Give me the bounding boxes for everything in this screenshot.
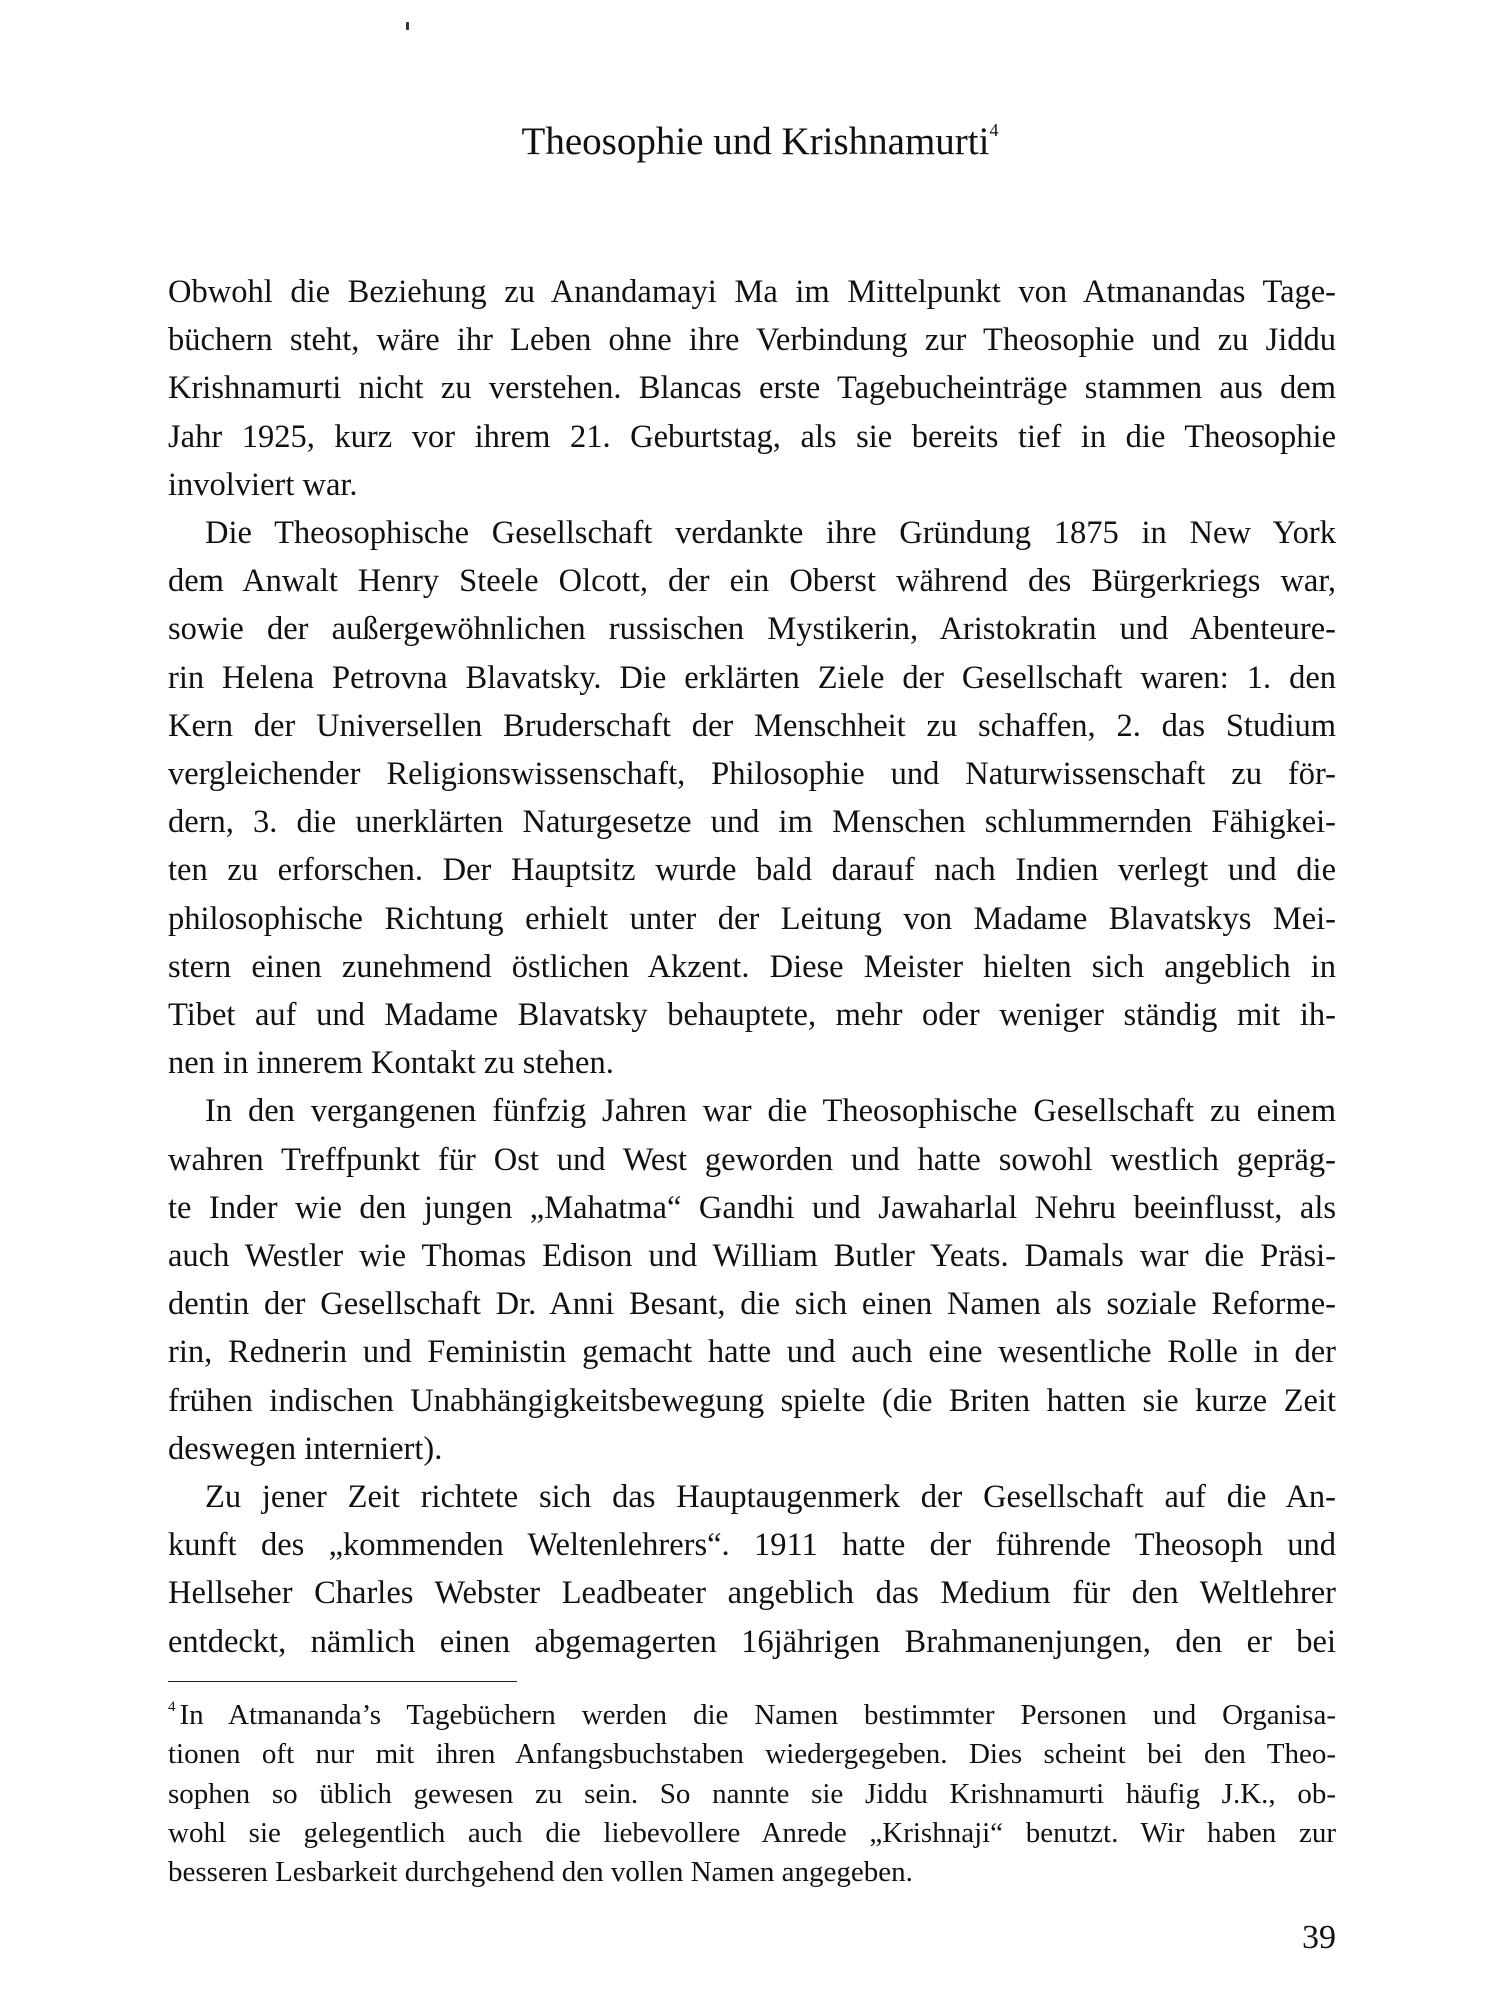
text-line: sowie der außergewöhnlichen russischen Mystikerin, Aristokratin und Abenteure- bbox=[168, 611, 1336, 648]
text-line: philosophische Richtung erhielt unter der Leitung von Madame Blavatskys Mei- bbox=[168, 900, 1336, 937]
paragraph-1 bbox=[168, 268, 1336, 509]
text-line: stern einen zunehmend östlichen Akzent. Diese Meister hielten sich angeblich in bbox=[168, 948, 1336, 985]
text-line: Zu jener Zeit richtete sich das Hauptaugenmerk der Gesellschaft auf die An- bbox=[205, 1479, 1336, 1516]
footnote-marker: 4 bbox=[168, 1699, 176, 1715]
footnote-line bbox=[168, 1696, 1336, 1735]
text-line: kunft des „kommenden Weltenlehrers“. 1911 hatte der führende Theosoph und bbox=[168, 1527, 1336, 1564]
footnote-line-text: In Atmananda’s Tagebüchern werden die Namen bestimmter Personen und Organisa- bbox=[179, 1699, 1336, 1731]
text-line: vergleichender Religionswissenschaft, Philosophie und Naturwissenschaft zu för- bbox=[168, 756, 1336, 793]
scan-speck bbox=[406, 22, 409, 30]
text-line: te Inder wie den jungen „Mahatma“ Gandhi und Jawaharlal Nehru beeinflusst, als bbox=[168, 1189, 1336, 1226]
chapter-title bbox=[0, 117, 1500, 167]
footnote-line: sophen so üblich gewesen zu sein. So nannte sie Jiddu Krishnamurti häufig J.K., ob- bbox=[168, 1777, 1336, 1810]
text-line: wahren Treffpunkt für Ost und West geworden und hatte sowohl westlich gepräg- bbox=[168, 1141, 1336, 1178]
footnote bbox=[168, 1696, 1336, 1892]
text-line: entdeckt, nämlich einen abgemagerten 16jährigen Brahmanenjungen, den er bei bbox=[168, 1623, 1336, 1660]
text-line: Tibet auf und Madame Blavatsky behauptete, mehr oder weniger ständig mit ih- bbox=[168, 997, 1336, 1034]
text-line: dem Anwalt Henry Steele Olcott, der ein Oberst während des Bürgerkriegs war, bbox=[168, 563, 1336, 600]
text-line: Kern der Universellen Bruderschaft der Menschheit zu schaffen, 2. das Studium bbox=[168, 707, 1336, 744]
text-line: dentin der Gesellschaft Dr. Anni Besant, die sich einen Namen als soziale Reforme- bbox=[168, 1286, 1336, 1323]
footnote-divider bbox=[168, 1681, 517, 1682]
text-line: Jahr 1925, kurz vor ihrem 21. Geburtstag, als sie bereits tief in die Theosophie bbox=[168, 418, 1336, 455]
text-line: rin, Rednerin und Feministin gemacht hatte und auch eine wesentliche Rolle in der bbox=[168, 1334, 1336, 1371]
text-line: Obwohl die Beziehung zu Anandamayi Ma im Mittelpunkt von Atmanandas Tage- bbox=[168, 274, 1336, 310]
text-line: frühen indischen Unabhängigkeitsbewegung spielte (die Briten hatten sie kurze Zeit bbox=[168, 1382, 1336, 1419]
body-text bbox=[168, 268, 1336, 1666]
paragraph-2 bbox=[168, 509, 1336, 1087]
text-line: dern, 3. die unerklärten Naturgesetze und im Menschen schlummernden Fähigkei- bbox=[168, 804, 1336, 841]
text-line: nen in innerem Kontakt zu stehen. bbox=[168, 1045, 614, 1082]
footnote-line: besseren Lesbarkeit durchgehend den vollen Namen angegeben. bbox=[168, 1856, 913, 1889]
text-line: Hellseher Charles Webster Leadbeater angeblich das Medium für den Weltlehrer bbox=[168, 1575, 1336, 1612]
paragraph-4 bbox=[168, 1473, 1336, 1666]
footnote-line: wohl sie gelegentlich auch die liebevollere Anrede „Krishnaji“ benutzt. Wir haben zur bbox=[168, 1816, 1336, 1849]
text-line: In den vergangenen fünfzig Jahren war die Theosophische Gesellschaft zu einem bbox=[205, 1093, 1336, 1130]
chapter-title-text: Theosophie und Krishnamurti bbox=[521, 120, 990, 163]
text-line: Krishnamurti nicht zu verstehen. Blancas erste Tagebucheinträge stammen aus dem bbox=[168, 370, 1336, 407]
footnote-line: tionen oft nur mit ihren Anfangsbuchstaben wiedergegeben. Dies scheint bei den Theo- bbox=[168, 1738, 1336, 1771]
page-number: 39 bbox=[1302, 1919, 1336, 1956]
text-line: Die Theosophische Gesellschaft verdankte ihre Gründung 1875 in New York bbox=[205, 515, 1336, 552]
text-line: involviert war. bbox=[168, 466, 358, 503]
text-line: deswegen interniert). bbox=[168, 1430, 443, 1467]
text-line: auch Westler wie Thomas Edison und William Butler Yeats. Damals war die Präsi- bbox=[168, 1238, 1336, 1275]
text-line: büchern steht, wäre ihr Leben ohne ihre Verbindung zur Theosophie und zu Jiddu bbox=[168, 322, 1336, 359]
footnote-reference: 4 bbox=[989, 120, 999, 140]
text-line: ten zu erforschen. Der Hauptsitz wurde bald darauf nach Indien verlegt und die bbox=[168, 852, 1336, 889]
paragraph-3 bbox=[168, 1087, 1336, 1473]
text-line: rin Helena Petrovna Blavatsky. Die erklärten Ziele der Gesellschaft waren: 1. den bbox=[168, 659, 1336, 696]
